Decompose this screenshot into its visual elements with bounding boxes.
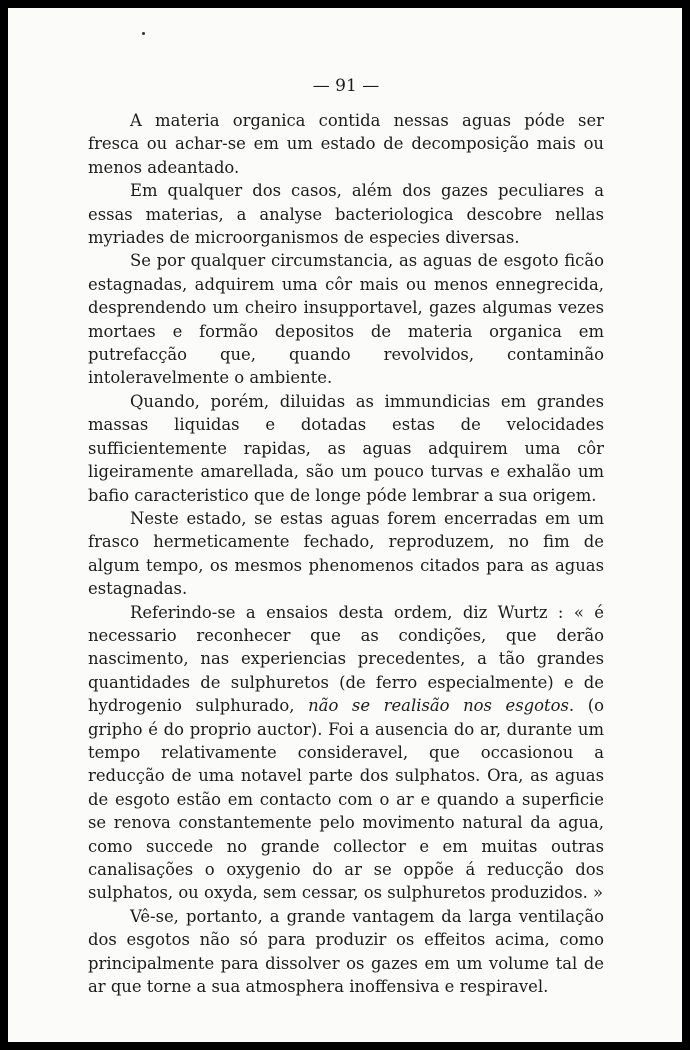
page-content bbox=[88, 74, 604, 998]
paragraph-1: A materia organica contida nessas aguas póde ser fresca ou achar-se em um estado de decomposição mais ou menos adeantado. bbox=[88, 111, 604, 177]
paragraph-6 bbox=[88, 601, 604, 905]
page-number: — 91 — bbox=[312, 76, 380, 96]
page-speck bbox=[142, 32, 145, 35]
paragraph-5: Neste estado, se estas aguas forem encerradas em um frasco hermeticamente fechado, reproduzem, no fim de algum tempo, os mesmos phenomenos citados para as aguas estagnadas. bbox=[88, 508, 604, 599]
paragraph-4: Quando, porém, diluidas as immundicias em grandes massas liquidas e dotadas estas de velocidades sufficientemente rapidas, as aguas adquirem uma côr ligeiramente amarellada, são um pouco turvas e exhalão um bafio caracteristico que de longe póde lembrar a sua origem. bbox=[88, 391, 604, 505]
paragraph-6-text-start: Referindo-se a ensaios desta ordem, diz Wurtz : « é necessario reconhecer que as condições, que derão nascimento, nas experiencias precedentes, a tão grandes quantidades de sulphuretos (de ferro especialmente) e de hydrogenio sulphurado, bbox=[88, 602, 604, 716]
paragraph-3: Se por qualquer circumstancia, as aguas de esgoto ficão estagnadas, adquirem uma côr mais ou menos ennegrecida, desprendendo um cheiro insupportavel, gazes algumas vezes mortaes e formão depositos de materia organica em putrefacção que, quando revolvidos, contaminão intoleravelmente o ambiente. bbox=[88, 251, 604, 388]
book-page bbox=[8, 8, 682, 1042]
paragraph-2: Em qualquer dos casos, além dos gazes peculiares a essas materias, a analyse bacteriologica descobre nellas myriades de microorganismos de especies diversas. bbox=[88, 181, 604, 248]
paragraph-6-italic-quote: não se realisão nos esgotos bbox=[308, 696, 569, 716]
paragraph-6-text-end: . (o gripho é do proprio auctor). Foi a ausencia do ar, durante um tempo relativamente consideravel, que occasionou a reducção de uma notavel parte dos sulphatos. Ora, as aguas de esgoto estão em contacto com o ar e quando a superficie se renova constantemente pelo movimento natural da agua, como succede no grande collector e em muitas outras canalisações o oxygenio do ar se oppõe á reducção dos sulphatos, ou oxyda, sem cessar, os sulphuretos produzidos. » bbox=[88, 696, 604, 903]
paragraph-7: Vê-se, portanto, a grande vantagem da larga ventilação dos esgotos não só para produzir os effeitos acima, como principalmente para dissolver os gazes em um volume tal de ar que torne a sua atmosphera inoffensiva e respiravel. bbox=[88, 906, 604, 997]
